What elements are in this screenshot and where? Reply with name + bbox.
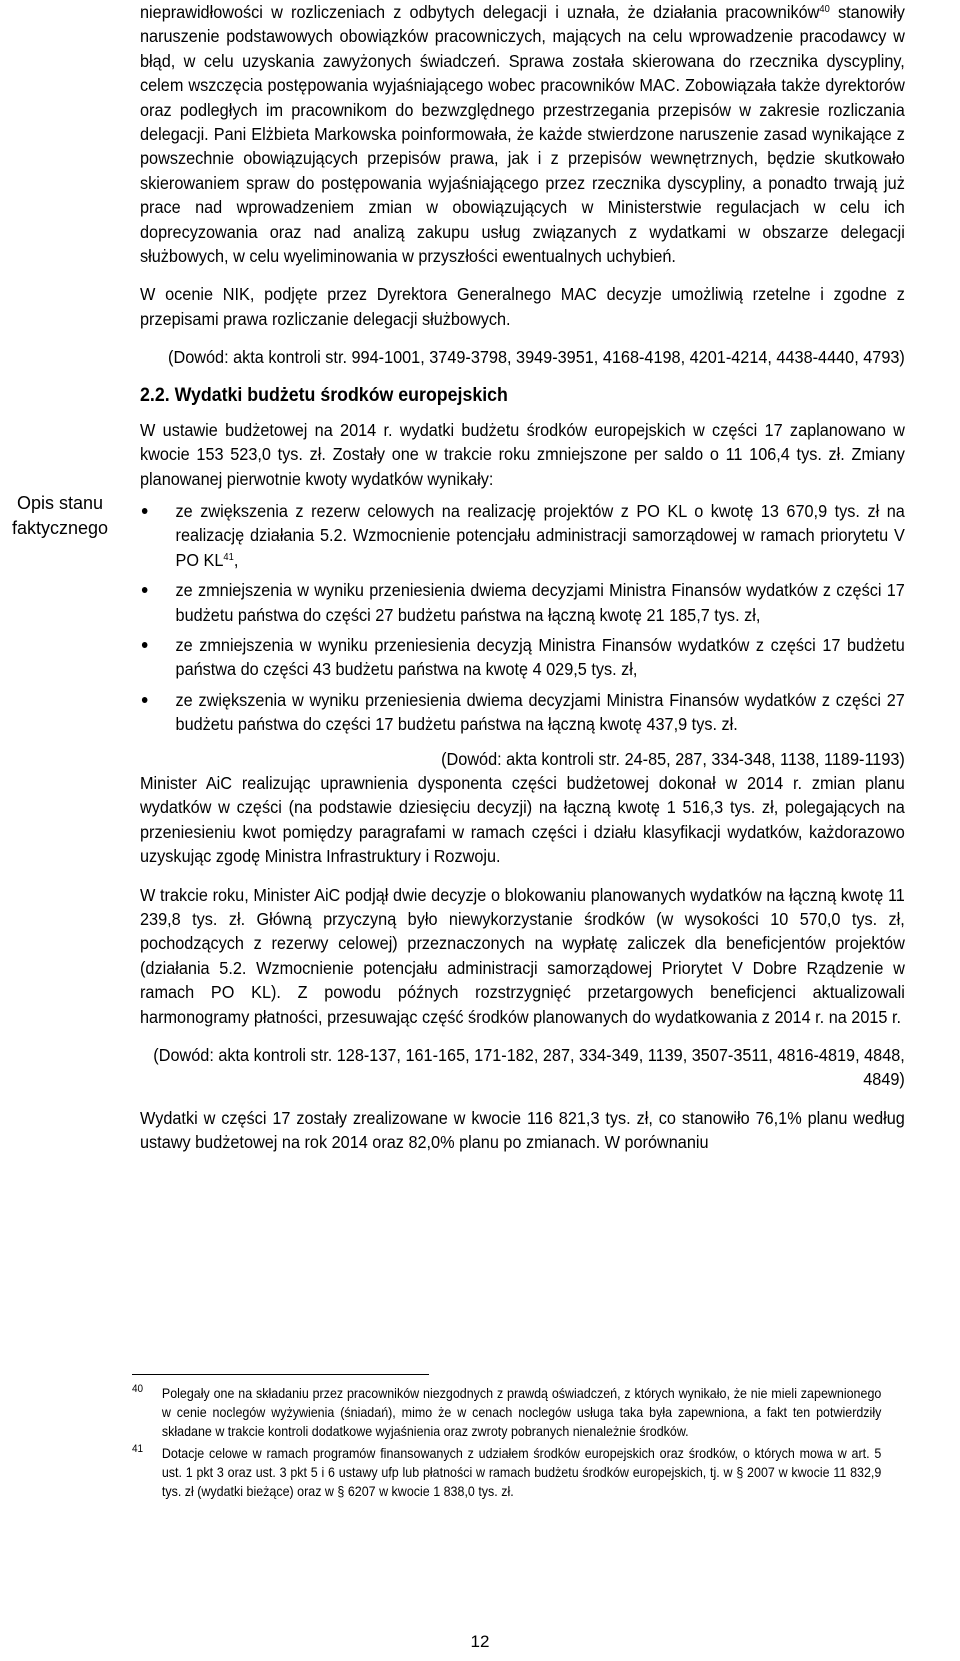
bullet-icon — [142, 697, 148, 703]
evidence-note-1: (Dowód: akta kontroli str. 994-1001, 3749-3798, 3949-3951, 4168-4198, 4201-4214, 4438-4440, 4793) — [168, 347, 905, 368]
footnote-ref-41[interactable]: 41 — [223, 551, 234, 563]
list-item — [140, 633, 905, 682]
paragraph-blocking: W trakcie roku, Minister AiC podjął dwie decyzje o blokowaniu planowanych wydatków na łączną kwotę 11 239,8 tys. zł. Główną przyczyną było niewykorzystanie środków (w wysokości 10 570,0 tys. zł, pochodzących z rezerwy celowej) przeznaczonych na wypłatę zaliczek dla beneficjentów projektów (działania 5.2. Wzmocnienie potencjału administracji samorządowej Priorytet V Dobre Rządzenie w ramach PO KL). Z powodu późnych rozstrzygnięć przetargowych beneficjenci aktualizowali harmonogramy płatności, przesuwając część środków planowanych do wydatkowania z 2014 r. na 2015 r. — [140, 884, 905, 1027]
footnote-41 — [132, 1444, 881, 1502]
list-item-text: ze zwiększenia w wyniku przeniesienia dwiema decyzjami Ministra Finansów wydatków z części 27 budżetu państwa do części 17 budżetu państwa na łączną kwotę 437,9 tys. zł. — [175, 689, 905, 735]
footnote-text: Dotacje celowe w ramach programów finansowanych z udziałem środków europejskich oraz środków, o których mowa w art. 5 ust. 1 pkt 3 oraz ust. 3 pkt 5 i 6 ustawy ufp lub płatności w ramach budżetu środków europejskich, tj. w § 2007 w kwocie 11 832,9 tys. zł (wydatki bieżące) oraz w § 6207 w kwocie 1 838,0 tys. zł. — [161, 1445, 882, 1500]
evidence-note-3: (Dowód: akta kontroli str. 128-137, 161-165, 171-182, 287, 334-349, 1139, 3507-3511, 4816-4819, 4848, 4849) — [153, 1045, 905, 1090]
evidence-note-2: (Dowód: akta kontroli str. 24-85, 287, 334-348, 1138, 1189-1193) — [441, 748, 905, 769]
list-item-text: ze zmniejszenia w wyniku przeniesienia decyzją Ministra Finansów wydatków z części 17 budżetu państwa do części 43 budżetu państwa na kwotę 4 029,5 tys. zł, — [175, 634, 905, 680]
page-number: 12 — [470, 1632, 490, 1651]
paragraph-1 — [140, 0, 905, 268]
footnote-40 — [132, 1384, 881, 1442]
footnote-separator — [132, 1374, 429, 1375]
footnote-number: 40 — [132, 1383, 144, 1395]
paragraph-plan-changes: Minister AiC realizując uprawnienia dysponenta części budżetowej dokonał w 2014 r. zmian planu wydatków w części (na podstawie dziesięciu decyzji) na łączną kwotę 1 516,3 tys. zł, polegających na przeniesieniu kwot pomiędzy paragrafami w ramach części i działu klasyfikacji wydatków, każdorazowo uzyskując zgodę Ministra Infrastruktury i Rozwoju. — [140, 772, 905, 867]
bullet-icon — [142, 508, 148, 514]
paragraph-nik-assessment: W ocenie NIK, podjęte przez Dyrektora Generalnego MAC decyzje umożliwią rzetelne i zgodne z przepisami prawa rozliczanie delegacji służbowych. — [140, 284, 905, 329]
list-item-text: ze zmniejszenia w wyniku przeniesienia dwiema decyzjami Ministra Finansów wydatków z części 17 budżetu państwa do części 27 budżetu państwa na łączną kwotę 21 185,7 tys. zł, — [175, 580, 905, 625]
paragraph-1-part-b: stanowiły naruszenie podstawowych obowiązków pracowniczych, mających na celu wprowadzenie pracodawcy w błąd, w celu uzyskania zawyżonych świadczeń. Sprawa została skierowana do rzecznika dyscypliny, celem wszczęcia postępowania wyjaśniającego wobec pracowników MAC. Zobowiązała także dyrektorów oraz podległych im pracownikom do bezwzględnego przestrzegania przepisów w zakresie rozliczania delegacji. Pani Elżbieta Markowska poinformowała, że każde stwierdzone naruszenie zasad wynikające z powszechnie obowiązujących przepisów prawa, jak i z przepisów wewnętrznych, będzie skutkowało skierowaniem spraw do postępowania wyjaśniającego przez rzecznika dyscypliny, a ponadto trwają już prace nad wprowadzeniem zmian w obowiązujących w Ministerstwie regulacjach w celu ich doprecyzowania oraz nad analizą zakupu usług związanych z wydatkami w obszarze delegacji służbowych, w celu wyeliminowania w przyszłości ewentualnych uchybień. — [140, 2, 905, 267]
section-heading: 2.2. Wydatki budżetu środków europejskich — [140, 384, 508, 406]
list-item — [140, 578, 905, 627]
side-label-line2: faktycznego — [11, 518, 109, 538]
list-item — [140, 688, 905, 737]
bullet-icon — [142, 642, 148, 648]
side-label-line1: Opis stanu — [16, 493, 104, 513]
main-text — [140, 0, 905, 1155]
list-item — [140, 499, 905, 572]
bullet-icon — [142, 587, 148, 593]
list-item-text-end: , — [233, 549, 239, 570]
footnote-number: 41 — [132, 1442, 144, 1455]
paragraph-expenditure: Wydatki w części 17 zostały zrealizowane w kwocie 116 821,3 tys. zł, co stanowiło 76,1% planu według ustawy budżetowej na rok 2014 oraz 82,0% planu po zmianach. W porównaniu — [140, 1107, 905, 1153]
paragraph-budget: W ustawie budżetowej na 2014 r. wydatki budżetu środków europejskich w części 17 zaplanowano w kwocie 153 523,0 tys. zł. Zostały one w trakcie roku zmniejszone per saldo o 11 106,4 tys. zł. Zmiany planowanej pierwotnie kwoty wydatków wynikały: — [140, 419, 905, 489]
footnote-ref-40[interactable]: 40 — [819, 4, 830, 15]
footnotes — [132, 1384, 881, 1503]
side-label — [0, 491, 120, 541]
footnote-text: Polegały one na składaniu przez pracowników niezgodnych z prawdą oświadczeń, z których wynikało, że nie mieli zapewnionego w cenie noclegów wyżywienia (śniadań), mimo że w cenach noclegów usługa taka była zapewniona, a fakt ten potwierdziły składane w trakcie kontroli dodatkowe wyjaśnienia oraz zwroty pobranych nienależnie środków. — [161, 1386, 882, 1440]
list-item-text: ze zwiększenia z rezerw celowych na realizację projektów z PO KL o kwotę 13 670,9 tys. zł na realizację działania 5.2. Wzmocnienie potencjału administracji samorządowej w ramach priorytetu V PO KL — [175, 500, 905, 570]
paragraph-1-part-a: nieprawidłowości w rozliczeniach z odbytych delegacji i uznała, że działania pracowników — [140, 2, 820, 22]
changes-list — [140, 499, 905, 737]
